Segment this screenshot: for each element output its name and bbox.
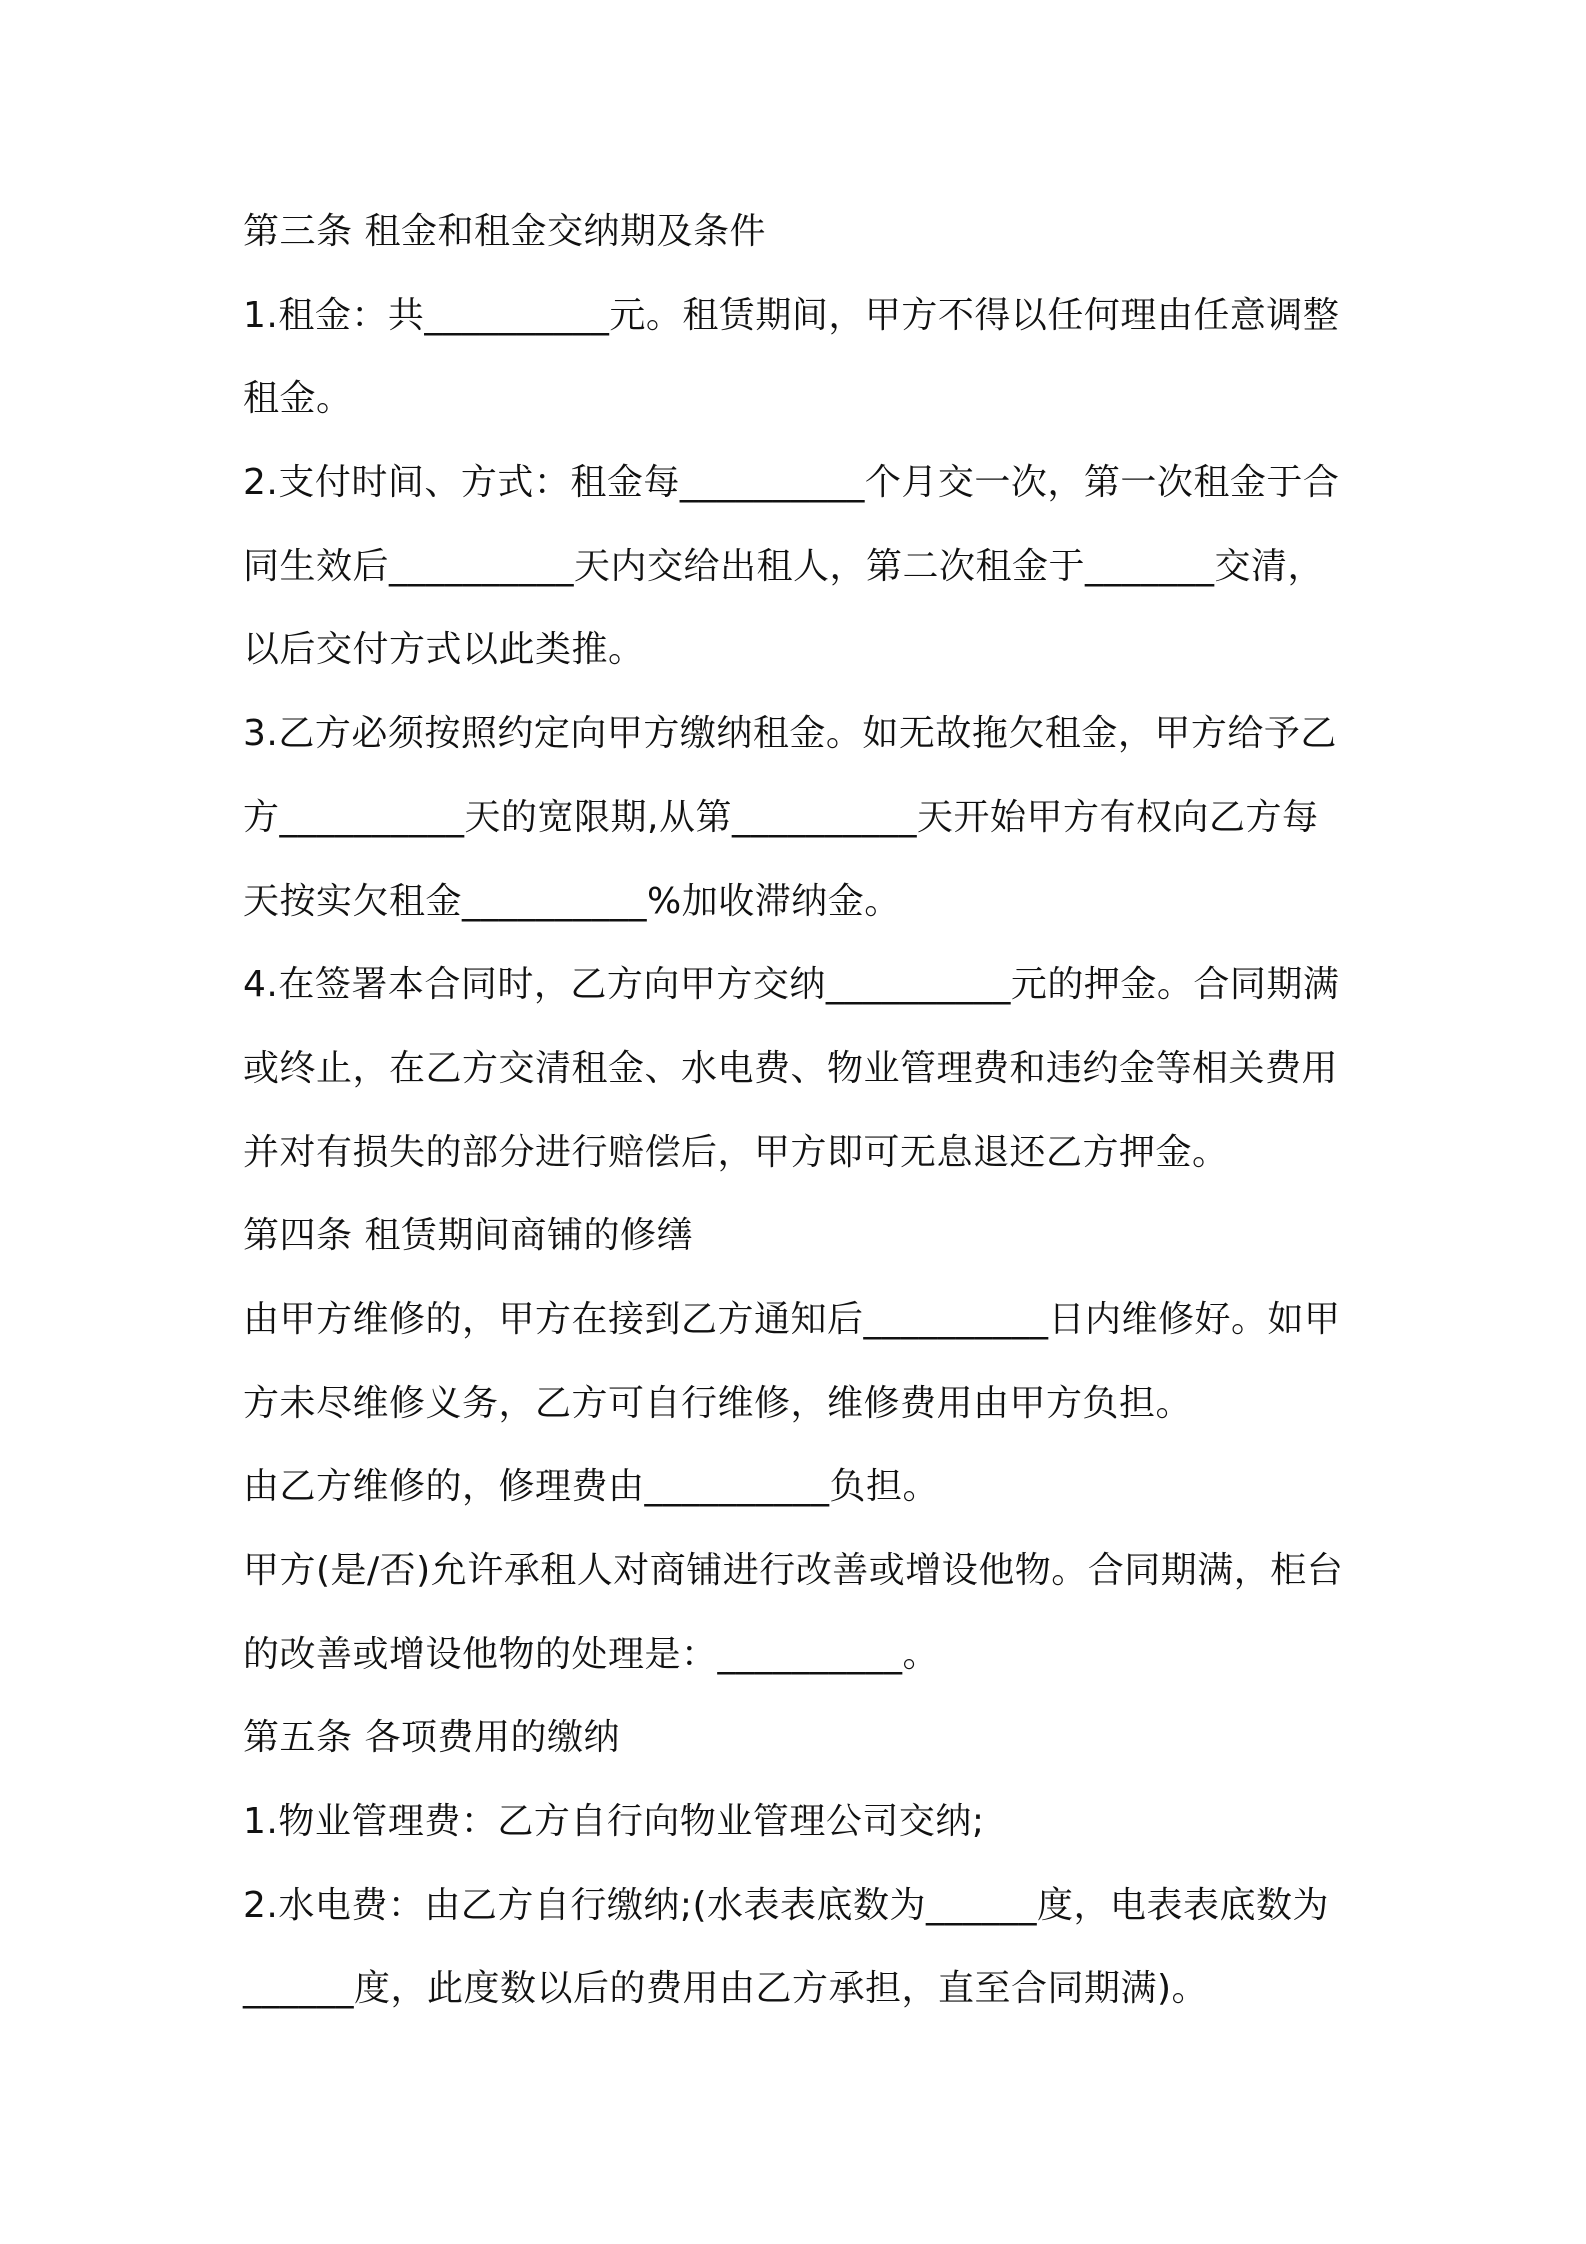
text-line: 2.支付时间、方式：租金每__________个月交一次，第一次租金于合 [243, 462, 1340, 504]
text-line: 以后交付方式以此类推。 [243, 629, 645, 671]
text-line: ______度，此度数以后的费用由乙方承担，直至合同期满)。 [243, 1968, 1209, 2010]
text-line: 同生效后__________天内交给出租人，第二次租金于_______交清， [243, 545, 1325, 587]
text-line: 由甲方维修的，甲方在接到乙方通知后__________日内维修好。如甲 [243, 1298, 1341, 1340]
text-line: 方未尽维修义务，乙方可自行维修，维修费用由甲方负担。 [243, 1382, 1193, 1424]
article-4-heading: 第四条 租赁期间商铺的修缮 [243, 1215, 693, 1257]
text-line: 的改善或增设他物的处理是：__________。 [243, 1633, 940, 1675]
text-line: 2.水电费：由乙方自行缴纳;(水表表底数为______度，电表表底数为 [243, 1884, 1330, 1926]
text-line: 并对有损失的部分进行赔偿后，甲方即可无息退还乙方押金。 [243, 1131, 1229, 1173]
text-line: 由乙方维修的，修理费由__________负担。 [243, 1466, 940, 1508]
text-line: 3.乙方必须按照约定向甲方缴纳租金。如无故拖欠租金，甲方给予乙 [243, 713, 1337, 755]
text-line: 甲方(是/否)允许承租人对商铺进行改善或增设他物。合同期满，柜台 [243, 1550, 1344, 1591]
contract-text [243, 190, 1373, 2031]
article-5-heading: 第五条 各项费用的缴纳 [243, 1717, 620, 1759]
text-line: 1.物业管理费：乙方自行向物业管理公司交纳; [243, 1801, 985, 1843]
text-line: 或终止，在乙方交清租金、水电费、物业管理费和违约金等相关费用 [243, 1047, 1339, 1089]
text-line: 租金。 [243, 378, 353, 420]
article-3-heading: 第三条 租金和租金交纳期及条件 [243, 211, 766, 252]
text-line: 天按实欠租金__________%加收滞纳金。 [243, 880, 901, 922]
text-line: 1.租金：共__________元。租赁期间，甲方不得以任何理由任意调整 [243, 294, 1340, 336]
text-line: 4.在签署本合同时，乙方向甲方交纳__________元的押金。合同期满 [243, 964, 1340, 1006]
text-line: 方__________天的宽限期,从第__________天开始甲方有权向乙方每 [243, 796, 1319, 838]
